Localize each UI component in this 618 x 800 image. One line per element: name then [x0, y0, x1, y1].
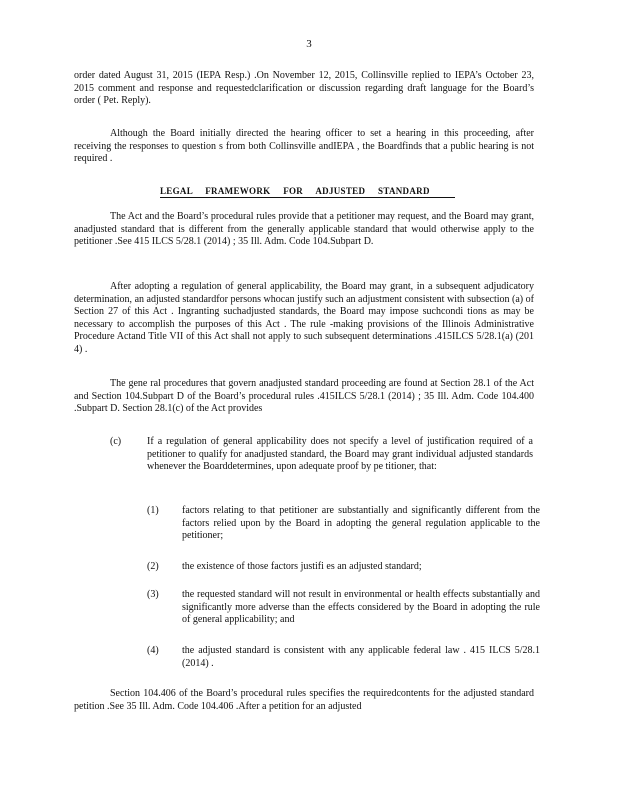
item-4-label: (4) [147, 645, 159, 656]
item-2-text: the existence of those factors justifi es an adjusted standard; [182, 561, 422, 572]
item-1-label: (1) [147, 505, 159, 516]
section-heading: LEGAL FRAMEWORK FOR ADJUSTED STANDARD [160, 186, 455, 198]
item-2-label: (2) [147, 561, 159, 572]
paragraph-hearing: Although the Board initially directed the hearing officer to set a hearing in this proceeding, after receiving the responses to question s from both Collinsville andIEPA , the Boardfinds that a public hearing is not required . [74, 128, 534, 165]
item-3-label: (3) [147, 589, 159, 600]
item-1-text: factors relating to that petitioner are substantially and significantly different from the factors relied upon by the Board in adopting the general regulation applicable to the petitioner; [182, 505, 540, 542]
page-number: 3 [306, 38, 312, 50]
paragraph-act-rules: The Act and the Board’s procedural rules provide that a petitioner may request, and the Board may grant, anadjusted standard that is different from the generally applicable standard that would otherwise apply to the petitioner .See 415 ILCS 5/28.1 (2014) ; 35 Ill. Adm. Code 104.Subpart D. [74, 211, 534, 248]
subsection-c-text: If a regulation of general applicability does not specify a level of justification required of a petitioner to qualify for anadjusted standard, the Board may grant individual adjusted standards whenever the Boarddetermines, upon adequate proof by pe titioner, that: [147, 436, 533, 473]
paragraph-after-adopting: After adopting a regulation of general applicability, the Board may grant, in a subsequent adjudicatory determination, an adjusted standardfor persons whocan justify such an adjustment consistent with subsection (a) of Section 27 of this Act . Ingranting suchadjusted standards, the Board may impose suchcondi tions as may be necessary to accomplish the purposes of this Act . The rule -making provisions of the Illinois Administrative Procedure Actand Title VII of this Act shall not apply to such subsequent determinations .415ILCS 5/28.1(a) (201 4) . [74, 281, 534, 355]
paragraph-general-procedures: The gene ral procedures that govern anadjusted standard proceeding are found at Section 28.1 of the Act and Section 104.Subpart D of the Board’s procedural rules .415ILCS 5/28.1 (2014) ; 35 Ill. Adm. Code 104.400 .Subpart D. Section 28.1(c) of the Act provides [74, 378, 534, 415]
item-3-text: the requested standard will not result in environmental or health effects substantially and significantly more adverse than the effects considered by the Board in adopting the rule of general applicability; and [182, 589, 540, 626]
paragraph-section-104406: Section 104.406 of the Board’s procedural rules specifies the requiredcontents for the adjusted standard petition .See 35 Ill. Adm. Code 104.406 .After a petition for an adjusted [74, 688, 534, 712]
subsection-c-label: (c) [110, 436, 122, 447]
paragraph-iepa-response: order dated August 31, 2015 (IEPA Resp.) .On November 12, 2015, Collinsville replied to IEPA’s October 23, 2015 comment and response and requestedclarification or discussion regarding draft language for the Board’s order ( Pet. Reply). [74, 70, 534, 107]
item-4-text: the adjusted standard is consistent with any applicable federal law . 415 ILCS 5/28.1 (2014) . [182, 645, 540, 669]
